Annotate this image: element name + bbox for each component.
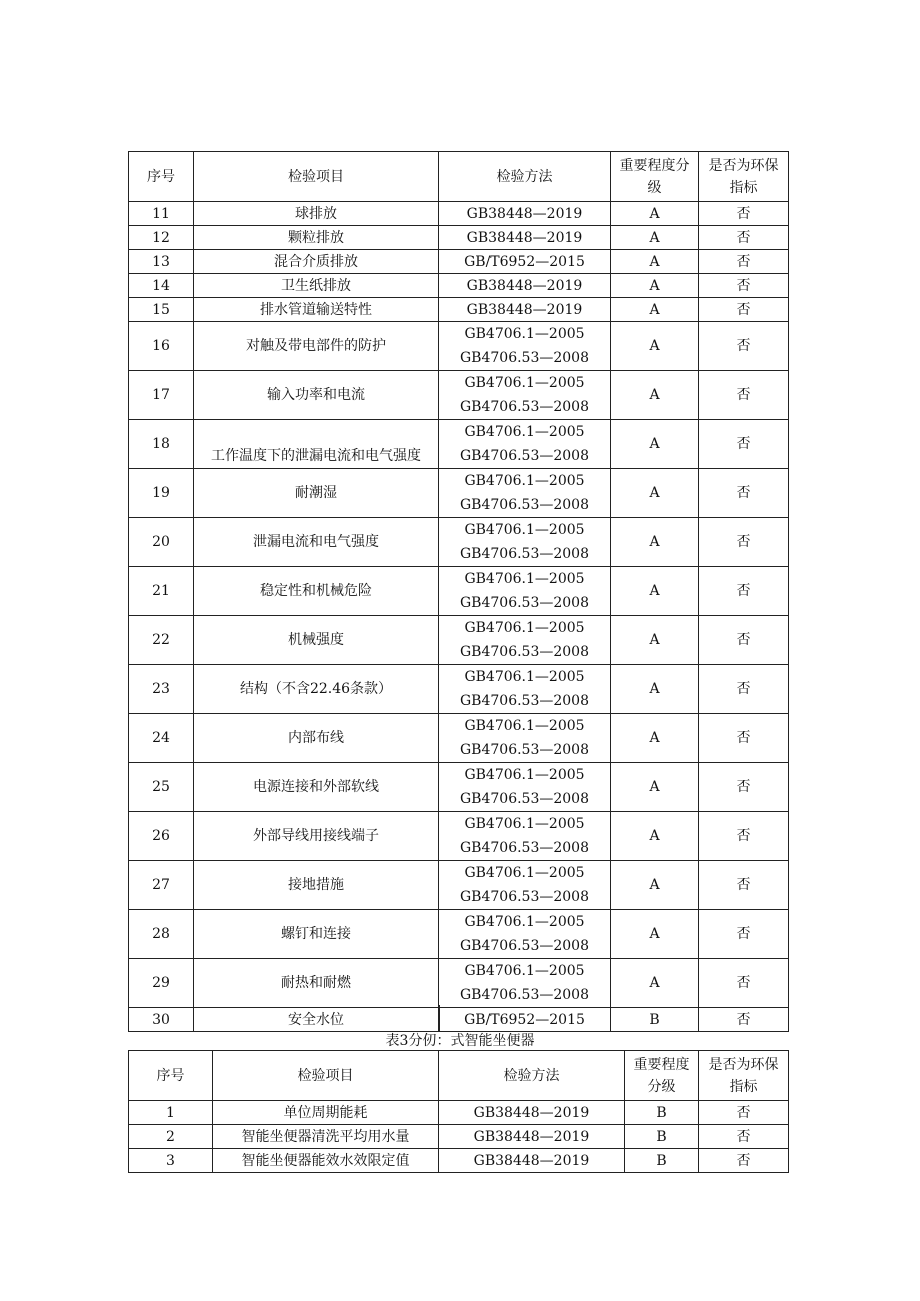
- cell-no: 22: [129, 616, 194, 665]
- table-row: [129, 1149, 789, 1173]
- method-line: GB4706.1—2005: [464, 620, 585, 636]
- cell-no: 12: [129, 226, 194, 250]
- header-env: [699, 1051, 789, 1101]
- table-row: [129, 322, 789, 371]
- cell-importance: A: [611, 616, 699, 665]
- method-line: GB4706.53—2008: [460, 987, 589, 1003]
- cell-no: 16: [129, 322, 194, 371]
- cell-env: 否: [699, 322, 789, 371]
- table-row: [129, 959, 789, 1008]
- cell-item: 智能坐便器能效水效限定值: [213, 1149, 439, 1173]
- cell-item: 对触及带电部件的防护: [194, 322, 439, 371]
- header-method: 检验方法: [439, 152, 611, 202]
- cell-method: GB/T6952—2015: [439, 250, 611, 274]
- header-importance-line1: 重要程度分: [619, 157, 690, 174]
- cell-env: 否: [699, 469, 789, 518]
- cell-item: [194, 420, 439, 469]
- cell-method: GB38448—2019: [439, 1101, 625, 1125]
- cell-method: [439, 518, 611, 567]
- cell-no: 23: [129, 665, 194, 714]
- cell-method: [439, 714, 611, 763]
- cell-item: 电源连接和外部软线: [194, 763, 439, 812]
- cell-item: 机械强度: [194, 616, 439, 665]
- cell-method: GB38448—2019: [439, 274, 611, 298]
- table-row: [129, 1008, 789, 1032]
- method-line: GB4706.53—2008: [460, 497, 589, 513]
- cell-env: 否: [699, 226, 789, 250]
- cell-no: 2: [129, 1125, 213, 1149]
- table-row: [129, 298, 789, 322]
- cell-method: GB38448—2019: [439, 1149, 625, 1173]
- cell-method: GB/T6952—2015: [439, 1008, 611, 1032]
- cell-importance: A: [611, 518, 699, 567]
- cell-env: 否: [699, 714, 789, 763]
- cell-item: 内部布线: [194, 714, 439, 763]
- cell-importance: A: [611, 274, 699, 298]
- cell-importance: B: [625, 1101, 699, 1125]
- cell-importance: A: [611, 567, 699, 616]
- cell-method: GB38448—2019: [439, 202, 611, 226]
- cell-env: 否: [699, 420, 789, 469]
- cell-env: 否: [699, 274, 789, 298]
- method-line: GB4706.1—2005: [464, 424, 585, 440]
- cell-item: 卫生纸排放: [194, 274, 439, 298]
- header-importance-line1: 重要程度: [633, 1056, 690, 1073]
- cell-item: 外部导线用接线端子: [194, 812, 439, 861]
- cell-method: [439, 420, 611, 469]
- method-line: GB4706.1—2005: [464, 326, 585, 342]
- method-line: GB4706.53—2008: [460, 840, 589, 856]
- cell-importance: B: [625, 1125, 699, 1149]
- cell-item: 智能坐便器清洗平均用水量: [213, 1125, 439, 1149]
- cell-importance: B: [625, 1149, 699, 1173]
- cell-item: 排水管道输送特性: [194, 298, 439, 322]
- method-line: GB4706.1—2005: [464, 669, 585, 685]
- table-row: [129, 420, 789, 469]
- cell-importance: B: [611, 1008, 699, 1032]
- cell-item: 螺钉和连接: [194, 910, 439, 959]
- cell-importance: A: [611, 250, 699, 274]
- cell-env: 否: [699, 1101, 789, 1125]
- cell-item: 稳定性和机械危险: [194, 567, 439, 616]
- cell-no: 30: [129, 1008, 194, 1032]
- table-row: [129, 226, 789, 250]
- table-row: [129, 202, 789, 226]
- method-line: GB4706.1—2005: [464, 816, 585, 832]
- table-row: [129, 763, 789, 812]
- cell-env: 否: [699, 861, 789, 910]
- cell-importance: A: [611, 910, 699, 959]
- table-row: [129, 910, 789, 959]
- table-row: [129, 1101, 789, 1125]
- header-importance-line2: 级: [647, 179, 662, 196]
- cell-importance: A: [611, 959, 699, 1008]
- cell-env: 否: [699, 567, 789, 616]
- method-line: GB4706.53—2008: [460, 644, 589, 660]
- table-body: [129, 1051, 789, 1173]
- table-header-row: [129, 1051, 789, 1101]
- cell-item: 球排放: [194, 202, 439, 226]
- cell-importance: A: [611, 469, 699, 518]
- cell-item: 输入功率和电流: [194, 371, 439, 420]
- cell-env: 否: [699, 1008, 789, 1032]
- cell-method: [439, 616, 611, 665]
- cell-method: [439, 959, 611, 1008]
- table-header-row: [129, 152, 789, 202]
- cell-env: 否: [699, 202, 789, 226]
- method-line: GB4706.53—2008: [460, 938, 589, 954]
- cell-importance: A: [611, 298, 699, 322]
- method-line: GB4706.53—2008: [460, 448, 589, 464]
- cell-method: GB38448—2019: [439, 1125, 625, 1149]
- cell-env: 否: [699, 959, 789, 1008]
- method-line: GB4706.1—2005: [464, 473, 585, 489]
- method-line: GB4706.53—2008: [460, 742, 589, 758]
- header-env: [699, 152, 789, 202]
- cell-method: GB38448—2019: [439, 298, 611, 322]
- cell-item: 接地措施: [194, 861, 439, 910]
- cell-importance: A: [611, 763, 699, 812]
- table-row: [129, 567, 789, 616]
- header-env-line1: 是否为环保: [708, 1056, 779, 1073]
- cell-importance: A: [611, 812, 699, 861]
- method-line: GB4706.1—2005: [464, 718, 585, 734]
- cell-env: 否: [699, 1149, 789, 1173]
- cell-no: 27: [129, 861, 194, 910]
- cell-importance: A: [611, 226, 699, 250]
- method-line: GB4706.53—2008: [460, 350, 589, 366]
- cell-env: 否: [699, 371, 789, 420]
- method-line: GB4706.1—2005: [464, 571, 585, 587]
- cell-method: [439, 371, 611, 420]
- table-row: [129, 616, 789, 665]
- cell-no: 24: [129, 714, 194, 763]
- cell-method: [439, 861, 611, 910]
- divider-line: [439, 1005, 440, 1031]
- table-row: [129, 714, 789, 763]
- cell-no: 3: [129, 1149, 213, 1173]
- cell-env: 否: [699, 910, 789, 959]
- header-importance-line2: 分级: [647, 1078, 676, 1095]
- table-row: [129, 371, 789, 420]
- cell-no: 17: [129, 371, 194, 420]
- table-row: [129, 274, 789, 298]
- method-line: GB4706.1—2005: [464, 865, 585, 881]
- table-row: [129, 665, 789, 714]
- cell-method: [439, 469, 611, 518]
- cell-no: 29: [129, 959, 194, 1008]
- cell-no: 21: [129, 567, 194, 616]
- cell-env: 否: [699, 665, 789, 714]
- cell-no: 14: [129, 274, 194, 298]
- cell-no: 11: [129, 202, 194, 226]
- cell-env: 否: [699, 250, 789, 274]
- cell-no: 25: [129, 763, 194, 812]
- method-line: GB4706.1—2005: [464, 522, 585, 538]
- header-importance: [611, 152, 699, 202]
- cell-importance: A: [611, 861, 699, 910]
- cell-no: 13: [129, 250, 194, 274]
- method-line: GB4706.1—2005: [464, 963, 585, 979]
- cell-env: 否: [699, 763, 789, 812]
- table-row: [129, 1125, 789, 1149]
- cell-method: [439, 910, 611, 959]
- method-line: GB4706.53—2008: [460, 399, 589, 415]
- table-row: [129, 861, 789, 910]
- cell-method: [439, 322, 611, 371]
- cell-no: 28: [129, 910, 194, 959]
- method-line: GB4706.53—2008: [460, 693, 589, 709]
- cell-item: 安全水位: [194, 1008, 439, 1032]
- cell-no: 20: [129, 518, 194, 567]
- cell-env: 否: [699, 812, 789, 861]
- cell-item: 颗粒排放: [194, 226, 439, 250]
- method-line: GB4706.53—2008: [460, 791, 589, 807]
- method-line: GB4706.53—2008: [460, 889, 589, 905]
- cell-item: 耐潮湿: [194, 469, 439, 518]
- inspection-table-smart-toilet: [128, 1050, 789, 1173]
- cell-method: [439, 567, 611, 616]
- cell-method: [439, 763, 611, 812]
- cell-item: 结构（不含22.46条款）: [194, 665, 439, 714]
- cell-env: 否: [699, 1125, 789, 1149]
- method-line: GB4706.53—2008: [460, 595, 589, 611]
- cell-no: 26: [129, 812, 194, 861]
- header-item: 检验项目: [194, 152, 439, 202]
- header-item: 检验项目: [213, 1051, 439, 1101]
- cell-item: 耐热和耐燃: [194, 959, 439, 1008]
- cell-env: 否: [699, 298, 789, 322]
- header-no: 序号: [129, 152, 194, 202]
- cell-importance: A: [611, 420, 699, 469]
- table-row: [129, 518, 789, 567]
- cell-env: 否: [699, 518, 789, 567]
- table-row: [129, 250, 789, 274]
- method-line: GB4706.1—2005: [464, 375, 585, 391]
- table-row: [129, 469, 789, 518]
- cell-method: GB38448—2019: [439, 226, 611, 250]
- cell-importance: A: [611, 714, 699, 763]
- header-env-line2: 指标: [729, 1078, 758, 1095]
- cell-item: 单位周期能耗: [213, 1101, 439, 1125]
- cell-item-text: 工作温度下的泄漏电流和电气强度: [211, 448, 421, 464]
- cell-importance: A: [611, 371, 699, 420]
- inspection-table-main: [128, 151, 789, 1032]
- cell-importance: A: [611, 202, 699, 226]
- cell-no: 18: [129, 420, 194, 469]
- cell-item: 混合介质排放: [194, 250, 439, 274]
- header-no: 序号: [129, 1051, 213, 1101]
- method-line: GB4706.1—2005: [464, 914, 585, 930]
- table-caption: 表3分仞：式智能坐便器: [385, 1033, 535, 1049]
- cell-method: [439, 665, 611, 714]
- header-env-line1: 是否为环保: [708, 157, 779, 174]
- header-method: 检验方法: [439, 1051, 625, 1101]
- header-env-line2: 指标: [729, 179, 758, 196]
- cell-no: 1: [129, 1101, 213, 1125]
- method-line: GB4706.53—2008: [460, 546, 589, 562]
- header-importance: [625, 1051, 699, 1101]
- cell-importance: A: [611, 322, 699, 371]
- cell-item: 泄漏电流和电气强度: [194, 518, 439, 567]
- method-line: GB4706.1—2005: [464, 767, 585, 783]
- cell-no: 19: [129, 469, 194, 518]
- cell-no: 15: [129, 298, 194, 322]
- cell-env: 否: [699, 616, 789, 665]
- cell-importance: A: [611, 665, 699, 714]
- cell-method: [439, 812, 611, 861]
- table-body: [129, 152, 789, 1032]
- table-row: [129, 812, 789, 861]
